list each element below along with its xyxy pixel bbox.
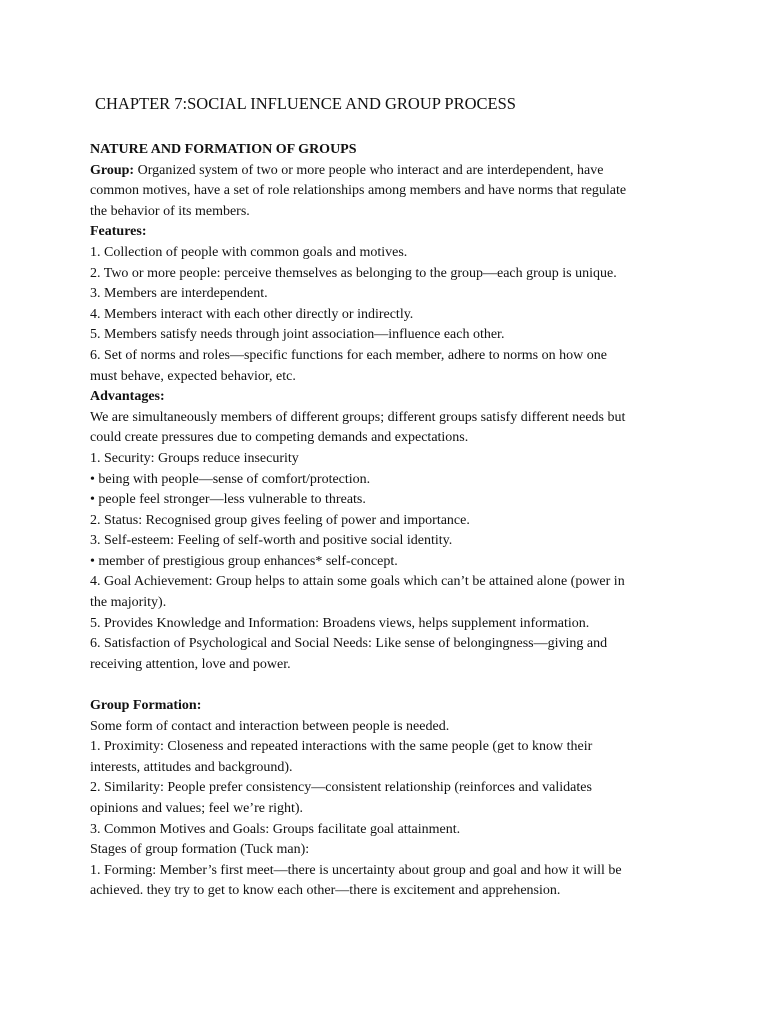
features-item: 2. Two or more people: perceive themselves as belonging to the group—each group is unique. [90,265,617,281]
group-formation-item: opinions and values; feel we’re right). [90,801,304,816]
document-body [90,140,690,902]
section-heading: NATURE AND FORMATION OF GROUPS [90,142,357,157]
advantages-item: • people feel stronger—less vulnerable to threats. [90,492,366,508]
features-heading: Features: [90,224,147,240]
group-term: Group: [90,162,135,178]
advantages-item: 4. Goal Achievement: Group helps to attain some goals which can’t be attained alone (power in [90,574,625,590]
features-item: 6. Set of norms and roles—specific functions for each member, adhere to norms on how one [90,347,607,363]
group-formation-item: interests, attitudes and background). [90,759,293,775]
features-item: must behave, expected behavior, etc. [90,368,296,384]
group-formation-item: 2. Similarity: People prefer consistency—consistent relationship (reinforces and validates [90,780,592,796]
features-item: 4. Members interact with each other directly or indirectly. [90,306,414,322]
group-definition-line: the behavior of its members. [90,203,250,219]
features-item: 5. Members satisfy needs through joint association—influence each other. [90,327,505,343]
chapter-title: CHAPTER 7:SOCIAL INFLUENCE AND GROUP PROCESS [95,94,516,113]
group-definition-text: Organized system of two or more people who interact and are interdependent, have [134,162,604,178]
advantages-item: the majority). [90,595,167,611]
advantages-item: 2. Status: Recognised group gives feeling of power and importance. [90,512,470,528]
paragraph-spacer [90,675,690,696]
group-formation-item: Stages of group formation (Tuck man): [90,842,310,858]
group-formation-item: Some form of contact and interaction between people is needed. [90,718,450,734]
advantages-item: 1. Security: Groups reduce insecurity [90,450,299,466]
group-formation-item: 3. Common Motives and Goals: Groups facilitate goal attainment. [90,821,461,837]
advantages-item: We are simultaneously members of different groups; different groups satisfy different needs but [90,409,626,425]
advantages-item: • member of prestigious group enhances* self-concept. [90,553,398,569]
advantages-item: • being with people—sense of comfort/protection. [90,471,371,487]
group-formation-item: 1. Proximity: Closeness and repeated interactions with the same people (get to know their [90,739,593,755]
group-definition-line [90,161,690,182]
group-formation-item: 1. Forming: Member’s first meet—there is uncertainty about group and goal and how it will be [90,862,622,878]
group-formation-heading: Group Formation: [90,698,202,714]
features-item: 1. Collection of people with common goals and motives. [90,244,408,260]
advantages-item: 6. Satisfaction of Psychological and Social Needs: Like sense of belongingness—giving and [90,636,608,652]
advantages-item: 5. Provides Knowledge and Information: Broadens views, helps supplement information. [90,615,590,631]
advantages-item: receiving attention, love and power. [90,656,291,672]
features-item: 3. Members are interdependent. [90,286,268,302]
advantages-item: 3. Self-esteem: Feeling of self-worth and positive social identity. [90,533,453,549]
advantages-heading: Advantages: [90,389,165,405]
group-formation-item: achieved. they try to get to know each other—there is excitement and apprehension. [90,883,561,899]
advantages-item: could create pressures due to competing demands and expectations. [90,430,469,446]
group-definition-line: common motives, have a set of role relationships among members and have norms that regulate [90,183,627,199]
